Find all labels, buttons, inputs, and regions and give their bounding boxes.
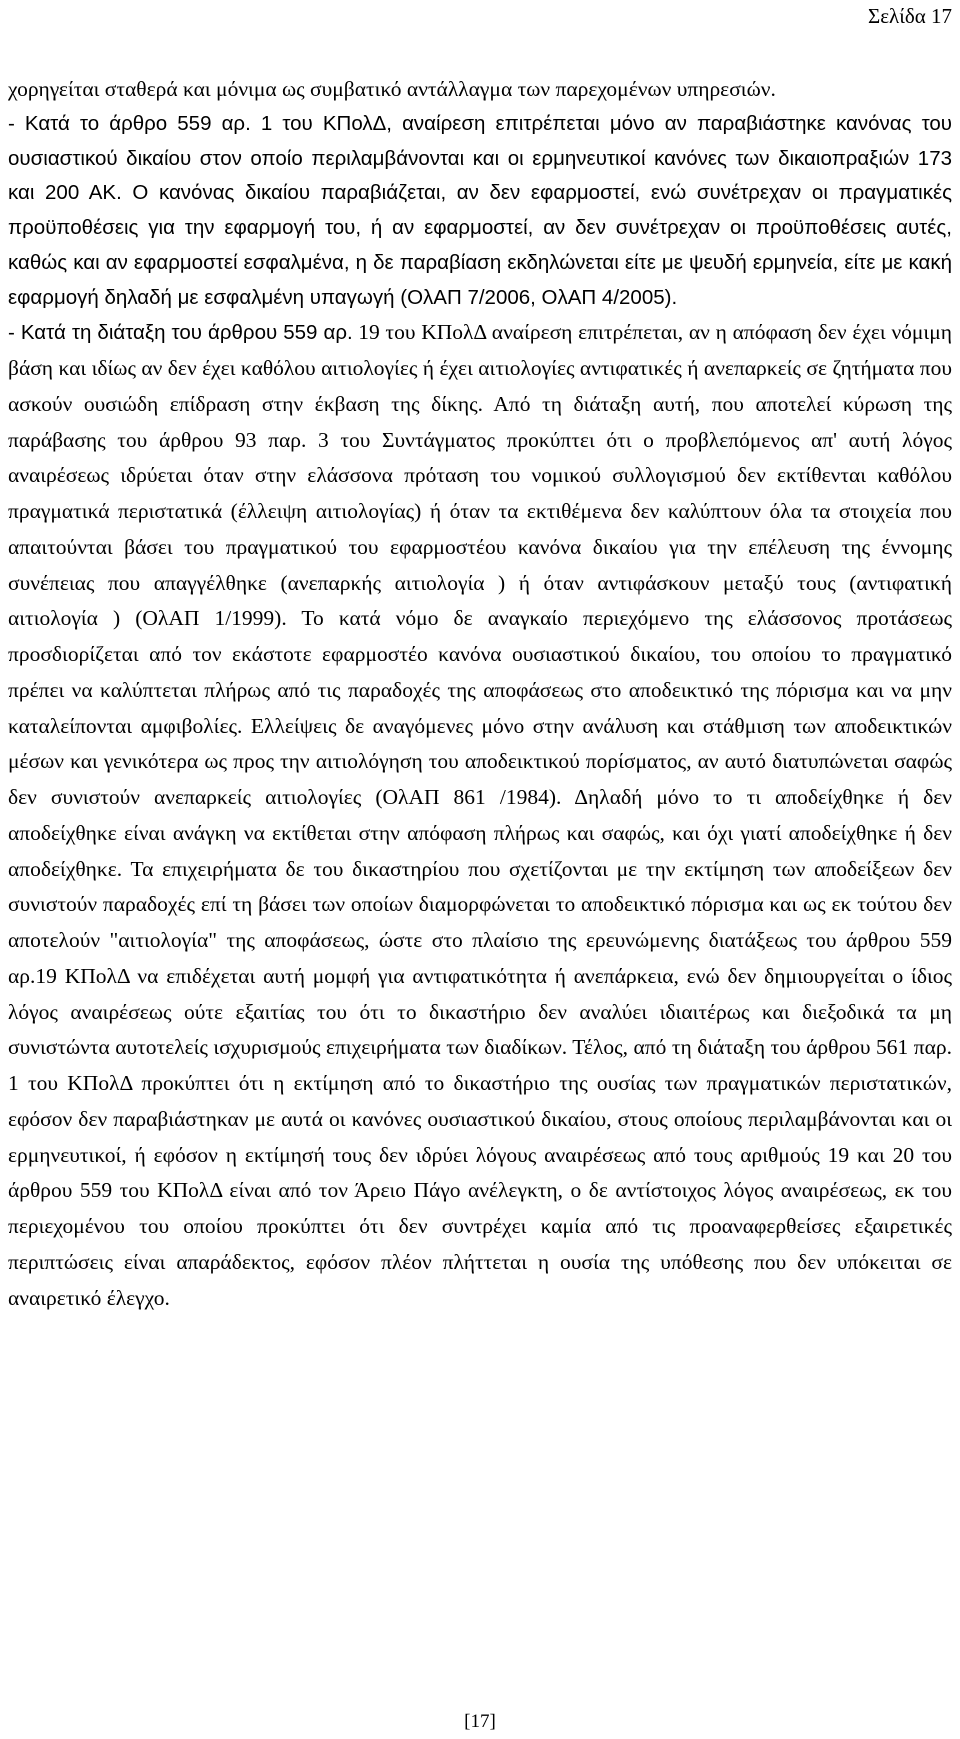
article-559-1-paragraph: - Κατά το άρθρο 559 αρ. 1 του ΚΠολΔ, αναίρεση επιτρέπεται μόνο αν παραβιάστηκε κανόνας του ουσιαστικού δικαίου στον οποίο περιλαμβάνονται και οι ερμηνευτικοί κανόνες των δικαιοπραξιών 173 και 200 ΑΚ. Ο κανόνας δικαίου παραβιάζεται, αν δεν εφαρμοστεί, ενώ συνέτρεχαν οι πραγματικές προϋποθέσεις για την εφαρμογή του, ή αν εφαρμοστεί, αν δεν συνέτρεχαν οι προϋποθέσεις αυτές, καθώς και αν εφαρμοστεί εσφαλμένα, η δε παραβίαση εκδηλώνεται είτε με ψευδή ερμηνεία, είτε με κακή εφαρμογή δηλαδή με εσφαλμένη υπαγωγή (ΟλΑΠ 7/2006, ΟλΑΠ 4/2005). [8,111,952,309]
intro-paragraph: χορηγείται σταθερά και μόνιμα ως συμβατικό αντάλλαγμα των παρεχομένων υπηρεσιών. [8,77,776,101]
article-559-19-text: 19 του ΚΠολΔ αναίρεση επιτρέπεται, αν η απόφαση δεν έχει νόμιμη βάση και ιδίως αν δεν έχει καθόλου αιτιολογίες ή έχει αιτιολογίες αντιφατικές ή ανεπαρκείς σε ζητήματα που ασκούν ουσιώδη επίδραση στην έκβαση της δίκης. Από τη διάταξη αυτή, που αποτελεί κύρωση της παράβασης του άρθρου 93 παρ. 3 του Συντάγματος προκύπτει ότι ο προβλεπόμενος απ' αυτή λόγος αναιρέσεως ιδρύεται όταν στην ελάσσονα πρόταση του νομικού συλλογισμού δεν εκτίθενται καθόλου πραγματικά περιστατικά (έλλειψη αιτιολογίας) ή όταν τα εκτιθέμενα δεν καλύπτουν όλα τα στοιχεία που απαιτούνται βάσει του πραγματικού του εφαρμοστέου κανόνα δικαίου για την επέλευση της έννομης συνέπειας που απαγγέλθηκε (ανεπαρκής αιτιολογία ) ή όταν αντιφάσκουν μεταξύ τους (αντιφατική αιτιολογία ) (ΟλΑΠ 1/1999). Το κατά νόμο δε αναγκαίο περιεχόμενο της ελάσσονος προτάσεως προσδιορίζεται από τον εκάστοτε εφαρμοστέο κανόνα ουσιαστικού δικαίου, του οποίου το πραγματικό πρέπει να καλύπτεται πλήρως από τις παραδοχές της αποφάσεως στο αποδεικτικό της πόρισμα και να μην καταλείπονται αμφιβολίες. Ελλείψεις δε αναγόμενες μόνο στην ανάλυση και στάθμιση των αποδεικτικών μέσων και γενικότερα ως προς την αιτιολόγηση του αποδεικτικού πορίσματος, αν αυτό διατυπώνεται σαφώς δεν συνιστούν ανεπαρκείς αιτιολογίες (ΟλΑΠ 861 /1984). Δηλαδή μόνο το τι αποδείχθηκε ή δεν αποδείχθηκε είναι ανάγκη να εκτίθεται στην απόφαση πλήρως και σαφώς, και όχι γιατί αποδείχθηκε ή δεν αποδείχθηκε. Τα επιχειρήματα δε του δικαστηρίου που σχετίζονται με την εκτίμηση των αποδείξεων δεν συνιστούν παραδοχές επί τη βάσει των οποίων διαμορφώνεται το αποδεικτικό πόρισμα και ως εκ τούτου δεν αποτελούν "αιτιολογία" της αποφάσεως, ώστε στο πλαίσιο της ερευνώμενης διατάξεως του άρθρου 559 αρ.19 ΚΠολΔ να επιδέχεται αυτή μομφή για αντιφατικότητα ή ανεπάρκεια, ενώ δεν δημιουργείται ο ίδιος λόγος αναιρέσεως ούτε εξαιτίας του ότι το δικαστήριο δεν αναλύει ιδιαιτέρως και διεξοδικά τα μη συνιστώντα αυτοτελείς ισχυρισμούς επιχειρήματα των διαδίκων. Τέλος, από τη διάταξη του άρθρου 561 παρ. 1 του ΚΠολΔ προκύπτει ότι η εκτίμηση από το δικαστήριο της ουσίας των πραγματικών περιστατικών, εφόσον δεν παραβιάστηκαν με αυτά οι κανόνες ουσιαστικού δικαίου, στους οποίους περιλαμβάνονται και οι ερμηνευτικοί, ή εφόσον η εκτίμησή τους δεν ιδρύει λόγους αναιρέσεως από τους αριθμούς 19 και 20 του άρθρου 559 του ΚΠολΔ είναι από τον Άρειο Πάγο ανέλεγκτη, ο δε αντίστοιχος λόγος αναιρέσεως, εκ του περιεχομένου του οποίου προκύπτει ότι δεν συντρέχει καμία από τις προαναφερθείσες εξαιρετικές περιπτώσεις είναι απαράδεκτος, εφόσον πλέον πλήττεται η ουσία της υπόθεσης που δεν υπόκειται σε αναιρετικό έλεγχο. [8,320,952,1310]
article-559-19-lead: - Κατά τη διάταξη του άρθρου 559 αρ. [8,321,353,345]
article-559-19-paragraph [8,315,952,1316]
document-body [8,72,952,1316]
page-number-footer: [17] [464,1711,496,1732]
page-number-header: Σελίδα 17 [867,4,952,28]
